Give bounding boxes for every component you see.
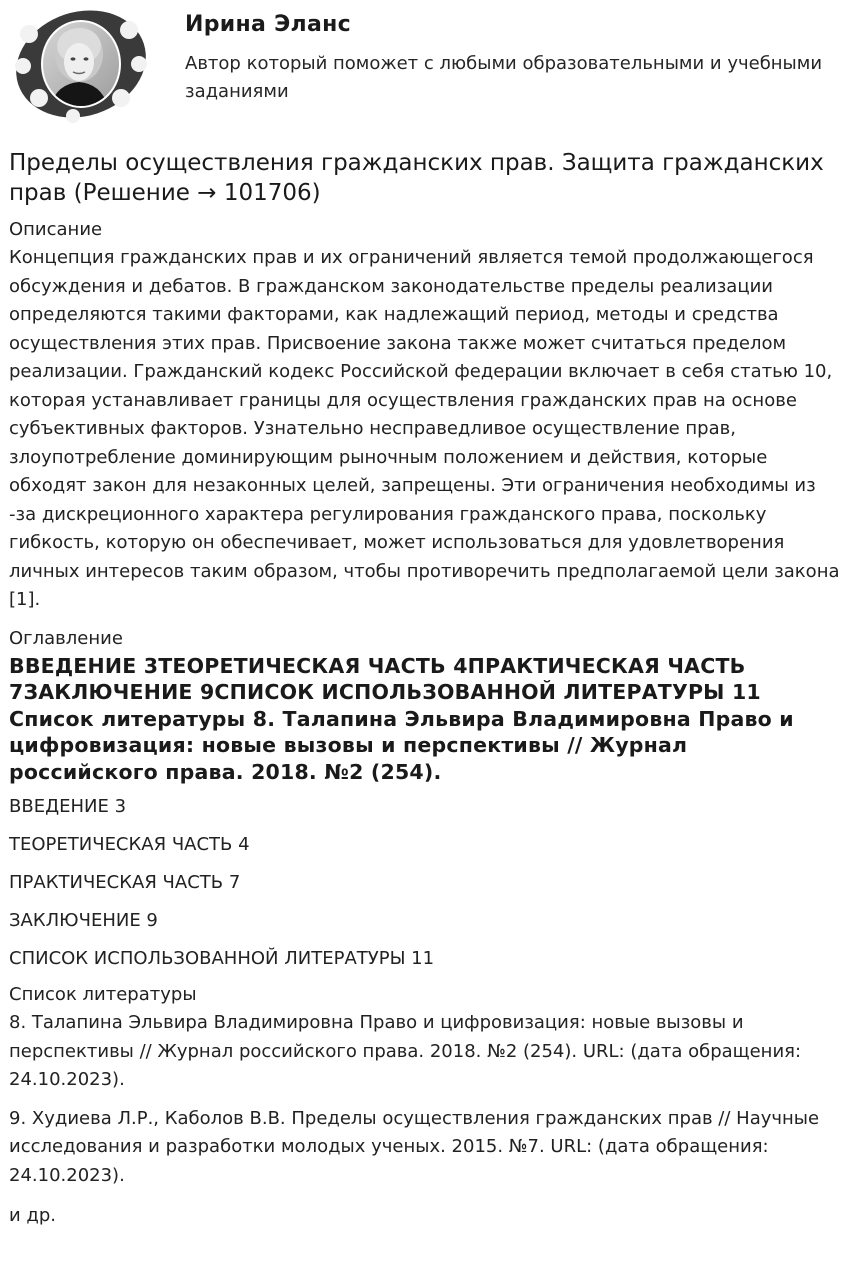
toc-item-theory: ТЕОРЕТИЧЕСКАЯ ЧАСТЬ 4: [9, 834, 250, 855]
toc-summary: ВВЕДЕНИЕ 3ТЕОРЕТИЧЕСКАЯ ЧАСТЬ 4ПРАКТИЧЕСКАЯ ЧАСТЬ 7ЗАКЛЮЧЕНИЕ 9СПИСОК ИСПОЛЬЗОВАННОЙ ЛИТЕРАТУРЫ 11 Список литературы 8. Талапина Эльвира Владимировна Право и цифровизация: новые вызовы и перспективы // Журнал российского права. 2018. №2 (254).: [9, 653, 794, 784]
author-name: Ирина Эланс: [185, 12, 351, 37]
toc-item-introduction: ВВЕДЕНИЕ 3: [9, 796, 127, 817]
page: [9, 0, 843, 1228]
toc-label: Оглавление: [9, 627, 123, 649]
toc-item-practice: ПРАКТИЧЕСКАЯ ЧАСТЬ 7: [9, 872, 241, 893]
description-text: Концепция гражданских прав и их ограничений является темой продолжающегося обсуждения и дебатов. В гражданском законодательстве пределы реализации определяются такими факторами, как надлежащий период, методы и средства осуществления этих прав. Присвоение закона также может считаться пределом реализации. Гражданский кодекс Российской федерации включает в себя статью 10, которая устанавливает границы для осуществления гражданских прав на основе субъективных факторов. Узнательно несправедливое осуществление прав, злоупотребление доминирующим рыночным положением и действия, которые обходят закон для незаконных целей, запрещены. Эти ограничения необходимы из -за дискреционного характера регулирования гражданского права, поскольку гибкость, которую он обеспечивает, может использоваться для удовлетворения личных интересов таким образом, чтобы противоречить предполагаемой цели закона [1].: [9, 247, 840, 610]
reference-item: 8. Талапина Эльвира Владимировна Право и цифровизация: новые вызовы и перспективы // Журнал российского права. 2018. №2 (254). URL: (дата обращения: 24.10.2023).: [9, 1012, 802, 1090]
toc-item-conclusion: ЗАКЛЮЧЕНИЕ 9: [9, 910, 158, 931]
references-etc: и др.: [9, 1205, 57, 1226]
author-header: [9, 0, 843, 130]
description-label: Описание: [9, 219, 103, 240]
document-title: Пределы осуществления гражданских прав. Защита гражданских прав (Решение → 101706): [9, 150, 824, 206]
author-tagline: Автор который поможет с любыми образовательными и учебными заданиями: [185, 53, 823, 102]
references-label: Список литературы: [9, 984, 197, 1005]
toc-item-bibliography: СПИСОК ИСПОЛЬЗОВАННОЙ ЛИТЕРАТУРЫ 11: [9, 948, 435, 969]
author-avatar: [9, 6, 151, 126]
reference-item: 9. Худиева Л.Р., Каболов В.В. Пределы осуществления гражданских прав // Научные исследования и разработки молодых ученых. 2015. №7. URL: (дата обращения: 24.10.2023).: [9, 1107, 820, 1186]
